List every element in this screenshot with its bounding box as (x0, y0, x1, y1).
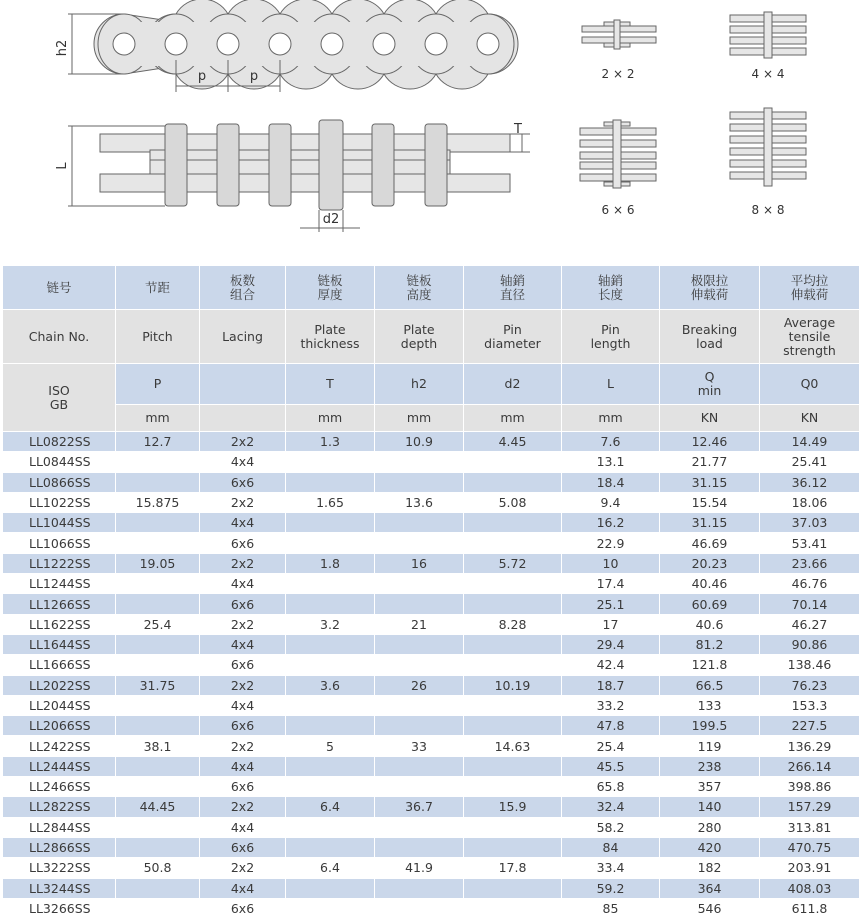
variant-4x4 (730, 12, 806, 81)
table-cell (375, 695, 464, 715)
header-row-symbols (3, 364, 860, 405)
table-cell: 53.41 (760, 533, 860, 553)
table-cell: 3.6 (286, 675, 375, 695)
variant-label-8x8: 8 × 8 (751, 203, 785, 217)
table-row (3, 797, 860, 817)
table-cell (286, 878, 375, 898)
table-cell: 357 (660, 777, 760, 797)
header-cn-cell-7: 极限拉 伸载荷 (660, 266, 760, 310)
table-cell (375, 513, 464, 533)
table-cell: 33.4 (562, 858, 660, 878)
unit-cell-4: mm (464, 405, 562, 432)
unit-cell-6: KN (660, 405, 760, 432)
table-cell (116, 594, 200, 614)
table-cell (116, 837, 200, 857)
chain-spec-table (2, 265, 860, 919)
table-cell: 26 (375, 675, 464, 695)
table-cell (116, 777, 200, 797)
table-cell (464, 817, 562, 837)
table-cell: 44.45 (116, 797, 200, 817)
chain-no-cell: LL1266SS (3, 594, 116, 614)
table-cell: 18.7 (562, 675, 660, 695)
header-en-cell-2: Lacing (200, 310, 286, 364)
table-cell: 81.2 (660, 634, 760, 654)
table-cell (375, 655, 464, 675)
table-cell: 6x6 (200, 655, 286, 675)
chain-no-cell: LL2422SS (3, 736, 116, 756)
table-cell: 5 (286, 736, 375, 756)
table-body (3, 432, 860, 919)
table-cell (286, 574, 375, 594)
table-row (3, 553, 860, 573)
table-cell: 14.49 (760, 432, 860, 452)
variant-2x2 (582, 20, 656, 81)
pitch-label-2: p (249, 69, 259, 84)
table-row (3, 736, 860, 756)
chain-no-cell: LL3222SS (3, 858, 116, 878)
header-cn-cell-3: 链板 厚度 (286, 266, 375, 310)
table-cell: 29.4 (562, 634, 660, 654)
chain-no-cell: LL1666SS (3, 655, 116, 675)
table-cell (375, 452, 464, 472)
variant-label-6x6: 6 × 6 (601, 203, 635, 217)
table-row (3, 675, 860, 695)
table-cell: 470.75 (760, 837, 860, 857)
table-cell (464, 695, 562, 715)
chain-no-cell: LL2844SS (3, 817, 116, 837)
table-cell (286, 716, 375, 736)
chain-no-cell: LL1066SS (3, 533, 116, 553)
header-cn-cell-8: 平均拉 伸载荷 (760, 266, 860, 310)
table-cell: 4x4 (200, 634, 286, 654)
table-cell: 14.63 (464, 736, 562, 756)
table-cell: 8.28 (464, 614, 562, 634)
table-cell: 45.5 (562, 756, 660, 776)
table-cell: 7.6 (562, 432, 660, 452)
table-cell: 9.4 (562, 492, 660, 512)
table-cell: 18.4 (562, 472, 660, 492)
table-cell: 17.8 (464, 858, 562, 878)
table-row (3, 492, 860, 512)
table-cell: 136.29 (760, 736, 860, 756)
chain-no-cell: LL1622SS (3, 614, 116, 634)
table-cell (464, 878, 562, 898)
unit-cell-1 (200, 405, 286, 432)
table-cell: 280 (660, 817, 760, 837)
table-cell: 12.7 (116, 432, 200, 452)
table-cell: 37.03 (760, 513, 860, 533)
table-cell (286, 513, 375, 533)
table-cell (464, 452, 562, 472)
table-cell: 21 (375, 614, 464, 634)
table-cell: 199.5 (660, 716, 760, 736)
symbol-cell-1 (200, 364, 286, 405)
side-view (55, 0, 518, 92)
table-cell: 33.2 (562, 695, 660, 715)
table-cell (116, 817, 200, 837)
table-cell: 22.9 (562, 533, 660, 553)
chain-no-cell: LL2444SS (3, 756, 116, 776)
table-cell: 10.9 (375, 432, 464, 452)
table-cell: 119 (660, 736, 760, 756)
table-row (3, 858, 860, 878)
chain-no-cell: LL0844SS (3, 452, 116, 472)
chain-no-cell: LL1644SS (3, 634, 116, 654)
table-cell: 40.46 (660, 574, 760, 594)
table-cell (464, 533, 562, 553)
table-cell (375, 777, 464, 797)
header-en-cell-1: Pitch (116, 310, 200, 364)
table-cell: 60.69 (660, 594, 760, 614)
table-cell: 65.8 (562, 777, 660, 797)
table-cell: 2x2 (200, 492, 286, 512)
symbol-cell-3: h2 (375, 364, 464, 405)
table-cell (375, 594, 464, 614)
table-cell (116, 716, 200, 736)
table-cell (116, 513, 200, 533)
table-cell (116, 634, 200, 654)
table-cell: 364 (660, 878, 760, 898)
table-cell: 46.27 (760, 614, 860, 634)
table-cell: 4x4 (200, 695, 286, 715)
chain-no-cell: LL3244SS (3, 878, 116, 898)
table-cell: 40.6 (660, 614, 760, 634)
table-cell (464, 634, 562, 654)
table-cell: 4x4 (200, 452, 286, 472)
table-cell: 140 (660, 797, 760, 817)
table-cell: 2x2 (200, 432, 286, 452)
table-cell: 15.9 (464, 797, 562, 817)
header-en-cell-3: Plate thickness (286, 310, 375, 364)
pitch-label-1: p (197, 69, 207, 84)
table-cell (375, 634, 464, 654)
table-cell (375, 472, 464, 492)
chain-no-cell: LL0866SS (3, 472, 116, 492)
chain-no-cell: LL2044SS (3, 695, 116, 715)
table-cell: 16 (375, 553, 464, 573)
table-cell: 1.8 (286, 553, 375, 573)
header-cn-cell-5: 轴銷 直径 (464, 266, 562, 310)
table-cell: 70.14 (760, 594, 860, 614)
table-row (3, 837, 860, 857)
table-cell: 266.14 (760, 756, 860, 776)
header-en-cell-4: Plate depth (375, 310, 464, 364)
table-cell: 42.4 (562, 655, 660, 675)
table-cell: 38.1 (116, 736, 200, 756)
table-cell: 23.66 (760, 553, 860, 573)
symbol-cell-4: d2 (464, 364, 562, 405)
table-cell (464, 472, 562, 492)
table-cell (464, 574, 562, 594)
header-cn-cell-4: 链板 高度 (375, 266, 464, 310)
chain-no-cell: LL1222SS (3, 553, 116, 573)
table-cell: 31.15 (660, 472, 760, 492)
table-cell: 238 (660, 756, 760, 776)
table-cell: 6x6 (200, 777, 286, 797)
unit-cell-7: KN (760, 405, 860, 432)
table-cell: 25.4 (562, 736, 660, 756)
unit-cell-2: mm (286, 405, 375, 432)
table-cell: 121.8 (660, 655, 760, 675)
table-cell (375, 574, 464, 594)
header-cn-cell-2: 板数 组合 (200, 266, 286, 310)
header-en-cell-6: Pin length (562, 310, 660, 364)
table-cell: 2x2 (200, 675, 286, 695)
table-cell: 3.2 (286, 614, 375, 634)
symbol-cell-0: P (116, 364, 200, 405)
table-cell: 32.4 (562, 797, 660, 817)
table-row (3, 533, 860, 553)
table-cell (116, 878, 200, 898)
table-cell: 611.8 (760, 898, 860, 918)
table-cell (286, 594, 375, 614)
unit-cell-0: mm (116, 405, 200, 432)
thickness-label: T (514, 122, 522, 137)
chain-no-cell: LL2866SS (3, 837, 116, 857)
table-cell (286, 695, 375, 715)
table-cell: 50.8 (116, 858, 200, 878)
table-cell (286, 472, 375, 492)
table-cell: 6.4 (286, 858, 375, 878)
table-cell (464, 513, 562, 533)
table-row (3, 432, 860, 452)
table-row (3, 452, 860, 472)
table-cell: 1.65 (286, 492, 375, 512)
header-row-cn (3, 266, 860, 310)
table-cell (464, 756, 562, 776)
table-row (3, 513, 860, 533)
table-cell: 25.1 (562, 594, 660, 614)
iso-gb-cell: ISO GB (3, 364, 116, 432)
table-row (3, 574, 860, 594)
table-row (3, 634, 860, 654)
table-cell: 6x6 (200, 837, 286, 857)
table-row (3, 756, 860, 776)
table-cell: 2x2 (200, 797, 286, 817)
chain-drawing (0, 0, 860, 262)
variant-8x8 (730, 108, 806, 217)
table-cell: 2x2 (200, 553, 286, 573)
table-cell: 25.41 (760, 452, 860, 472)
table-row (3, 614, 860, 634)
table-cell: 66.5 (660, 675, 760, 695)
variant-label-4x4: 4 × 4 (751, 67, 785, 81)
table-cell: 84 (562, 837, 660, 857)
table-cell: 19.05 (116, 553, 200, 573)
pin-diameter-label: d2 (322, 212, 340, 227)
table-row (3, 878, 860, 898)
table-cell: 2x2 (200, 614, 286, 634)
table-cell: 85 (562, 898, 660, 918)
table-cell: 15.54 (660, 492, 760, 512)
table-cell: 21.77 (660, 452, 760, 472)
table-cell (464, 655, 562, 675)
table-cell: 16.2 (562, 513, 660, 533)
table-cell (116, 756, 200, 776)
table-cell: 6x6 (200, 533, 286, 553)
table-cell: 18.06 (760, 492, 860, 512)
table-cell: 203.91 (760, 858, 860, 878)
table-cell: 5.08 (464, 492, 562, 512)
table-cell: 17.4 (562, 574, 660, 594)
unit-cell-5: mm (562, 405, 660, 432)
table-cell: 41.9 (375, 858, 464, 878)
table-cell: 153.3 (760, 695, 860, 715)
chain-no-cell: LL1022SS (3, 492, 116, 512)
table-cell: 313.81 (760, 817, 860, 837)
table-cell: 4x4 (200, 574, 286, 594)
table-row (3, 817, 860, 837)
top-view (55, 120, 530, 232)
chain-no-cell: LL0822SS (3, 432, 116, 452)
table-cell (286, 533, 375, 553)
table-cell (375, 837, 464, 857)
table-cell (286, 817, 375, 837)
chain-no-cell: LL1044SS (3, 513, 116, 533)
table-cell: 4x4 (200, 756, 286, 776)
table-cell: 227.5 (760, 716, 860, 736)
header-row-units (3, 405, 860, 432)
table-cell (286, 655, 375, 675)
table-cell (286, 634, 375, 654)
table-cell: 90.86 (760, 634, 860, 654)
header-en-cell-5: Pin diameter (464, 310, 562, 364)
table-cell: 398.86 (760, 777, 860, 797)
symbol-cell-6: Q min (660, 364, 760, 405)
table-cell: 25.4 (116, 614, 200, 634)
table-row (3, 594, 860, 614)
table-cell: 46.76 (760, 574, 860, 594)
table-cell (116, 695, 200, 715)
table-cell: 6x6 (200, 472, 286, 492)
table-cell: 420 (660, 837, 760, 857)
table-cell: 6x6 (200, 594, 286, 614)
chain-no-cell: LL1244SS (3, 574, 116, 594)
table-row (3, 472, 860, 492)
table-cell: 4x4 (200, 878, 286, 898)
table-cell: 1.3 (286, 432, 375, 452)
table-cell (116, 655, 200, 675)
table-cell: 13.6 (375, 492, 464, 512)
table-cell: 10 (562, 553, 660, 573)
header-cn-cell-6: 轴銷 长度 (562, 266, 660, 310)
table-cell: 12.46 (660, 432, 760, 452)
symbol-cell-5: L (562, 364, 660, 405)
table-row (3, 716, 860, 736)
table-cell: 58.2 (562, 817, 660, 837)
chain-diagram (0, 0, 860, 262)
chain-no-cell: LL2066SS (3, 716, 116, 736)
chain-no-cell: LL2022SS (3, 675, 116, 695)
symbol-cell-7: Q0 (760, 364, 860, 405)
variant-6x6 (580, 120, 656, 217)
length-label: L (55, 162, 70, 170)
table-cell: 59.2 (562, 878, 660, 898)
table-cell: 2x2 (200, 736, 286, 756)
table-cell (116, 533, 200, 553)
table-cell: 47.8 (562, 716, 660, 736)
table-cell: 33 (375, 736, 464, 756)
header-en-cell-7: Breaking load (660, 310, 760, 364)
table-cell (286, 452, 375, 472)
table-cell: 4.45 (464, 432, 562, 452)
table-cell: 46.69 (660, 533, 760, 553)
symbol-cell-2: T (286, 364, 375, 405)
table-cell (116, 472, 200, 492)
table-cell: 6x6 (200, 716, 286, 736)
table-row (3, 655, 860, 675)
table-cell (286, 837, 375, 857)
h2-label: h2 (55, 39, 70, 57)
table-cell: 36.12 (760, 472, 860, 492)
table-cell (375, 533, 464, 553)
table-cell (464, 594, 562, 614)
table-cell: 13.1 (562, 452, 660, 472)
table-cell (464, 777, 562, 797)
table-cell: 138.46 (760, 655, 860, 675)
table-cell: 4x4 (200, 513, 286, 533)
table-cell: 4x4 (200, 817, 286, 837)
table-cell: 31.15 (660, 513, 760, 533)
table-cell: 157.29 (760, 797, 860, 817)
table-cell (286, 777, 375, 797)
table-cell: 2x2 (200, 858, 286, 878)
chain-no-cell: LL3266SS (3, 898, 116, 918)
table-cell: 182 (660, 858, 760, 878)
table-cell: 31.75 (116, 675, 200, 695)
table-cell (286, 756, 375, 776)
table-cell: 76.23 (760, 675, 860, 695)
table-row (3, 695, 860, 715)
table-cell (375, 878, 464, 898)
table-cell: 10.19 (464, 675, 562, 695)
table-cell (375, 817, 464, 837)
header-en-cell-8: Average tensile strength (760, 310, 860, 364)
header-en-cell-0: Chain No. (3, 310, 116, 364)
table-cell (464, 837, 562, 857)
table-cell: 5.72 (464, 553, 562, 573)
table-cell (116, 574, 200, 594)
table-cell (116, 452, 200, 472)
table-cell: 6x6 (200, 898, 286, 918)
table-cell: 6.4 (286, 797, 375, 817)
variant-label-2x2: 2 × 2 (601, 67, 635, 81)
table-cell: 17 (562, 614, 660, 634)
table-cell (464, 716, 562, 736)
table-cell (375, 756, 464, 776)
table-cell: 36.7 (375, 797, 464, 817)
chain-no-cell: LL2466SS (3, 777, 116, 797)
header-row-en (3, 310, 860, 364)
unit-cell-3: mm (375, 405, 464, 432)
header-cn-cell-1: 节距 (116, 266, 200, 310)
table-cell: 408.03 (760, 878, 860, 898)
header-cn-cell-0: 链号 (3, 266, 116, 310)
table-cell: 15.875 (116, 492, 200, 512)
table-cell: 546 (660, 898, 760, 918)
chain-no-cell: LL2822SS (3, 797, 116, 817)
table-row (3, 777, 860, 797)
table-cell: 20.23 (660, 553, 760, 573)
table-cell: 133 (660, 695, 760, 715)
table-cell (375, 716, 464, 736)
